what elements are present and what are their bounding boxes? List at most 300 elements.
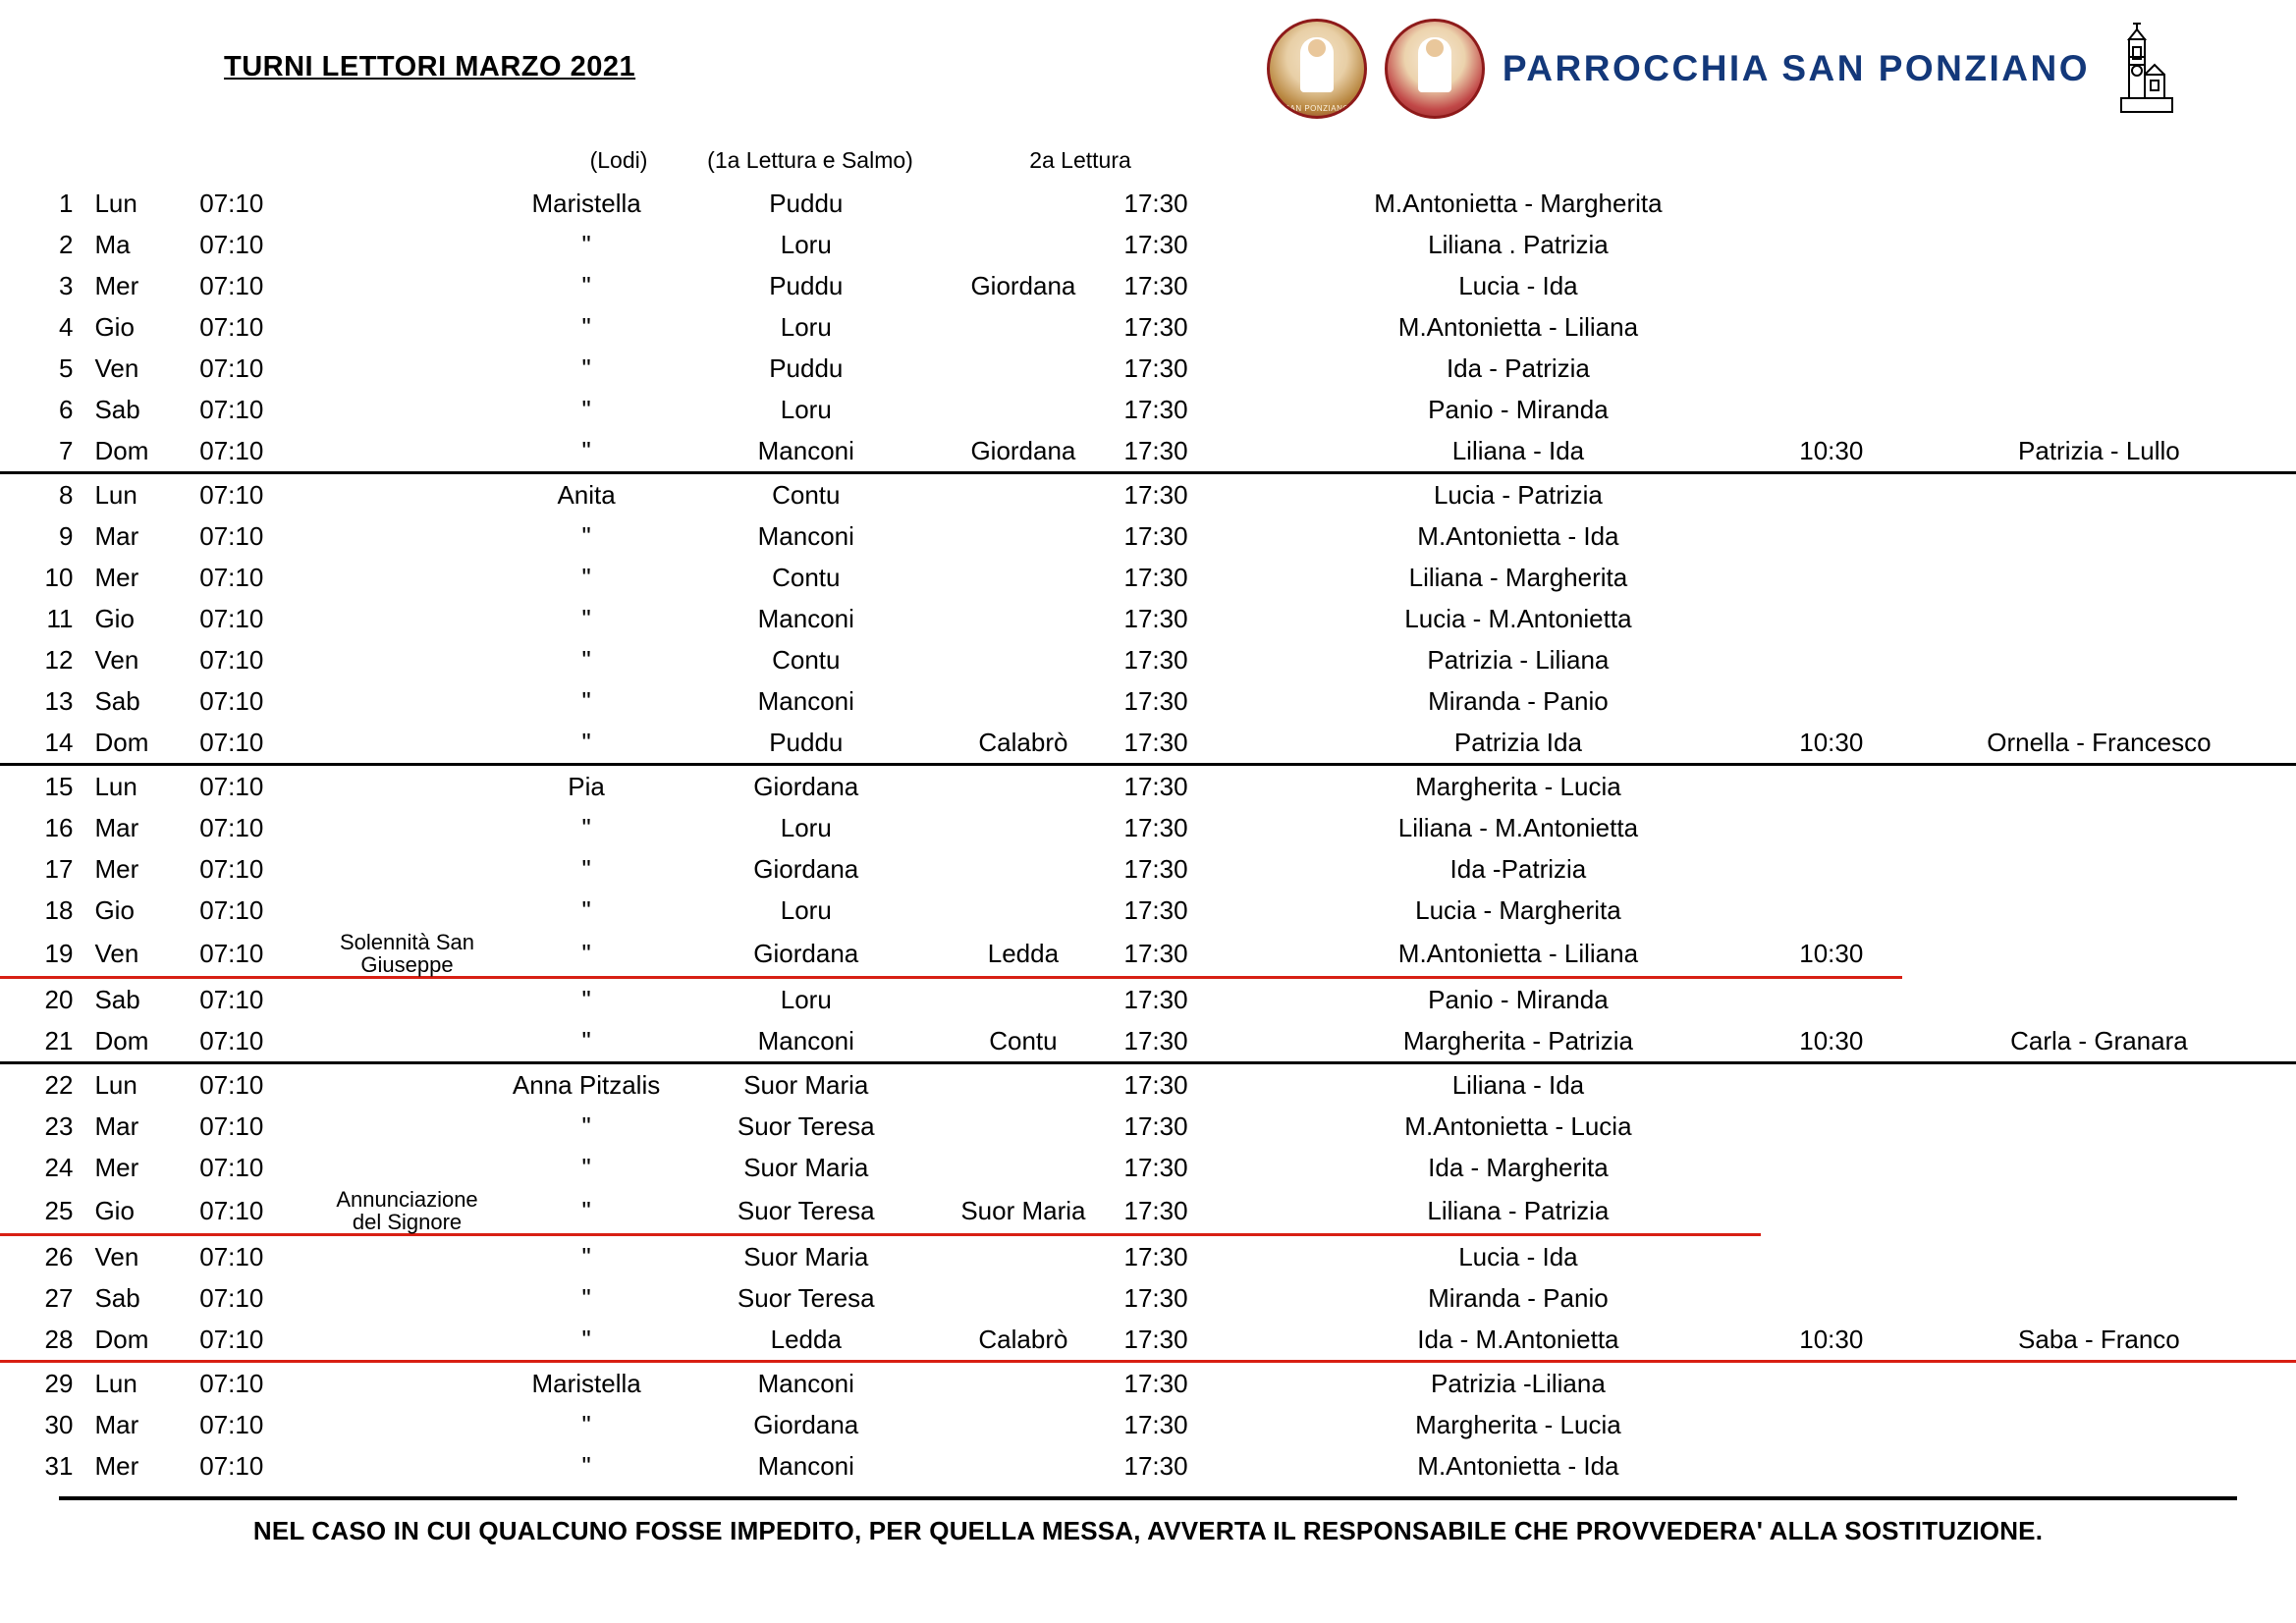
row-feast-note: Annunciazione del Signore: [321, 1188, 493, 1235]
row-day-number: 8: [58, 479, 74, 510]
row-morning-time: 07:10: [199, 644, 264, 675]
row-evening-time: 17:30: [1115, 1188, 1277, 1235]
row-evening-time: 17:30: [1123, 562, 1188, 592]
row-feast-note: [321, 680, 493, 722]
row-evening-time: 17:30: [1123, 894, 1188, 925]
row-evening-time: 17:30: [1123, 311, 1188, 342]
row-lodi-reader: ": [581, 394, 591, 424]
table-row: [0, 557, 2296, 598]
row-morning-time: 07:10: [199, 771, 264, 801]
row-first-reading: Manconi: [757, 603, 854, 633]
row-morning-1030-time: [1761, 807, 1902, 848]
table-row: [0, 1063, 2296, 1107]
column-header-second-reading: 2a Lettura: [1029, 147, 1131, 173]
row-lodi-reader: ": [581, 603, 591, 633]
row-morning-time: 07:10: [199, 352, 264, 383]
row-second-reading: Ledda: [932, 931, 1114, 978]
row-feast-note: [321, 430, 493, 473]
row-morning-1030-readers: [1902, 306, 2296, 348]
row-second-reading: [932, 765, 1114, 808]
row-evening-time: 17:30: [1123, 1450, 1188, 1481]
row-lodi-reader: Pia: [568, 771, 605, 801]
row-first-reading: Ledda: [680, 1319, 932, 1362]
row-morning-1030-time: 10:30: [1761, 722, 1902, 765]
row-morning-1030-readers: Ornella - Francesco: [1902, 722, 2296, 765]
row-evening-time: 17:30: [1115, 722, 1277, 765]
row-evening-readers: Liliana - Patrizia: [1276, 1188, 1761, 1235]
row-first-reading: Puddu: [769, 352, 844, 383]
table-row: [0, 1404, 2296, 1445]
row-evening-readers: Lucia - M.Antonietta: [1404, 603, 1632, 633]
row-lodi-reader: ": [581, 1409, 591, 1439]
table-row: [0, 722, 2296, 765]
row-morning-1030-time: [1761, 1063, 1902, 1107]
row-feast-note: Solennità San Giuseppe: [321, 931, 493, 978]
row-morning-1030-readers: [1902, 1188, 2296, 1235]
row-morning-1030-readers: [1902, 557, 2296, 598]
table-row: [0, 931, 2296, 978]
row-feast-note: [321, 1404, 493, 1445]
row-morning-1030-readers: [1902, 1404, 2296, 1445]
row-feast-note: [321, 348, 493, 389]
row-weekday: Sab: [94, 685, 140, 716]
row-morning-1030-time: [1761, 1362, 1902, 1405]
row-morning-time: 07:10: [199, 394, 264, 424]
row-second-reading: [932, 306, 1114, 348]
table-row: [0, 978, 2296, 1021]
row-weekday: Ven: [94, 644, 139, 675]
table-row: [0, 1235, 2296, 1278]
row-evening-readers: M.Antonietta - Ida: [1417, 520, 1619, 551]
row-weekday: Gio: [94, 603, 135, 633]
row-lodi-reader: Maristella: [531, 1368, 641, 1398]
row-second-reading: [932, 1063, 1114, 1107]
row-morning-time: 07:10: [199, 894, 264, 925]
row-weekday: Dom: [86, 722, 186, 765]
row-first-reading: Suor Maria: [743, 1069, 869, 1100]
row-evening-readers: Ida -Patrizia: [1449, 853, 1587, 884]
row-feast-note: [321, 224, 493, 265]
row-evening-time: 17:30: [1123, 188, 1188, 218]
row-weekday: Dom: [86, 430, 186, 473]
table-row: [0, 1147, 2296, 1188]
row-weekday: Lun: [94, 479, 137, 510]
row-morning-1030-readers: [1902, 680, 2296, 722]
row-first-reading: Loru: [780, 984, 832, 1014]
row-second-reading: [932, 1147, 1114, 1188]
row-lodi-reader: ": [581, 1152, 591, 1182]
row-lodi-reader: ": [581, 894, 591, 925]
row-lodi-reader: ": [493, 1020, 680, 1063]
row-evening-readers: Patrizia -Liliana: [1431, 1368, 1606, 1398]
row-day-number: 2: [58, 229, 74, 259]
row-morning-1030-time: [1761, 183, 1902, 224]
row-lodi-reader: ": [493, 430, 680, 473]
row-lodi-reader: ": [493, 722, 680, 765]
row-lodi-reader: ": [581, 1241, 591, 1271]
church-tower-icon: [2107, 18, 2178, 120]
row-evening-readers: Margherita - Patrizia: [1276, 1020, 1761, 1063]
row-evening-time: 17:30: [1115, 931, 1277, 978]
row-second-reading: [932, 848, 1114, 890]
row-morning-1030-time: [1761, 557, 1902, 598]
row-morning-1030-readers: [1902, 183, 2296, 224]
row-day-number: 4: [58, 311, 74, 342]
row-weekday: Mer: [94, 270, 139, 300]
row-morning-1030-time: [1761, 680, 1902, 722]
row-feast-note: [321, 765, 493, 808]
row-first-reading: Manconi: [680, 430, 932, 473]
row-morning-time: 07:10: [199, 812, 264, 842]
row-first-reading: Manconi: [757, 685, 854, 716]
table-row: [0, 1319, 2296, 1362]
row-evening-time: 17:30: [1123, 812, 1188, 842]
row-morning-1030-time: [1761, 473, 1902, 516]
row-morning-1030-time: [1761, 224, 1902, 265]
row-second-reading: [932, 557, 1114, 598]
row-second-reading: [932, 1404, 1114, 1445]
table-row: [0, 848, 2296, 890]
row-first-reading: Contu: [772, 644, 841, 675]
row-evening-readers: Panio - Miranda: [1428, 984, 1609, 1014]
row-day-number: 28: [0, 1319, 86, 1362]
row-lodi-reader: ": [581, 270, 591, 300]
row-evening-readers: Panio - Miranda: [1428, 394, 1609, 424]
row-morning-1030-readers: Carla - Granara: [1902, 1020, 2296, 1063]
row-first-reading: Suor Teresa: [737, 1110, 875, 1141]
row-evening-readers: Patrizia Ida: [1276, 722, 1761, 765]
row-weekday: Sab: [94, 984, 140, 1014]
row-evening-readers: M.Antonietta - Liliana: [1397, 311, 1639, 342]
row-morning-time: 07:10: [199, 1152, 264, 1182]
row-first-reading: Puddu: [680, 722, 932, 765]
row-morning-1030-time: [1761, 848, 1902, 890]
row-morning-1030-readers: [1902, 515, 2296, 557]
row-lodi-reader: Anna Pitzalis: [512, 1069, 661, 1100]
footer-note: NEL CASO IN CUI QUALCUNO FOSSE IMPEDITO, PER QUELLA MESSA, AVVERTA IL RESPONSABILE CHE PROVVEDERA' ALLA SOSTITUZIONE.: [252, 1516, 2044, 1546]
row-evening-readers: M.Antonietta - Margherita: [1374, 188, 1663, 218]
row-evening-time: 17:30: [1115, 1020, 1277, 1063]
row-morning-time: 07:10: [186, 931, 321, 978]
row-feast-note: [321, 978, 493, 1021]
row-morning-1030-time: 10:30: [1761, 430, 1902, 473]
row-lodi-reader: Maristella: [531, 188, 641, 218]
row-weekday: Ven: [94, 352, 139, 383]
row-evening-time: 17:30: [1123, 1368, 1188, 1398]
row-evening-time: 17:30: [1123, 270, 1188, 300]
row-evening-time: 17:30: [1123, 603, 1188, 633]
row-morning-time: 07:10: [199, 1110, 264, 1141]
table-row: [0, 389, 2296, 430]
row-evening-time: 17:30: [1123, 644, 1188, 675]
row-first-reading: Manconi: [757, 1450, 854, 1481]
row-evening-time: 17:30: [1123, 1069, 1188, 1100]
row-morning-time: 07:10: [199, 520, 264, 551]
row-lodi-reader: ": [581, 984, 591, 1014]
row-day-number: 23: [44, 1110, 74, 1141]
row-weekday: Mar: [94, 812, 139, 842]
row-first-reading: Loru: [780, 311, 832, 342]
row-evening-time: 17:30: [1123, 352, 1188, 383]
row-morning-1030-readers: Patrizia - Lullo: [1902, 430, 2296, 473]
row-morning-1030-readers: [1902, 1106, 2296, 1147]
row-weekday: Mer: [94, 1152, 139, 1182]
row-morning-1030-time: [1761, 1277, 1902, 1319]
row-second-reading: Suor Maria: [932, 1188, 1114, 1235]
table-row: [0, 306, 2296, 348]
row-evening-readers: Margherita - Lucia: [1415, 771, 1621, 801]
row-second-reading: [932, 1362, 1114, 1405]
table-row: [0, 765, 2296, 808]
column-header-lodi: (Lodi): [589, 147, 648, 173]
row-morning-1030-readers: [1902, 473, 2296, 516]
row-evening-readers: Lucia - Margherita: [1415, 894, 1621, 925]
row-feast-note: [321, 639, 493, 680]
row-weekday: Dom: [86, 1020, 186, 1063]
row-day-number: 1: [58, 188, 74, 218]
table-row: [0, 515, 2296, 557]
row-feast-note: [321, 1319, 493, 1362]
row-morning-time: 07:10: [199, 229, 264, 259]
row-evening-readers: Ida - Patrizia: [1446, 352, 1590, 383]
row-morning-time: 07:10: [199, 1241, 264, 1271]
row-feast-note: [321, 1106, 493, 1147]
row-morning-time: 07:10: [199, 984, 264, 1014]
row-weekday: Ven: [86, 931, 186, 978]
row-evening-time: 17:30: [1123, 1110, 1188, 1141]
row-weekday: Lun: [94, 1368, 137, 1398]
row-evening-time: 17:30: [1123, 685, 1188, 716]
row-feast-note: [321, 1362, 493, 1405]
row-morning-time: 07:10: [199, 1282, 264, 1313]
row-morning-1030-readers: [1902, 1147, 2296, 1188]
madonna-crest-icon: [1385, 19, 1485, 119]
row-morning-1030-readers: [1902, 348, 2296, 389]
row-morning-1030-time: [1761, 389, 1902, 430]
row-day-number: 11: [46, 603, 74, 633]
row-evening-time: 17:30: [1123, 1241, 1188, 1271]
row-second-reading: [932, 473, 1114, 516]
row-morning-1030-readers: [1902, 1063, 2296, 1107]
row-weekday: Mer: [94, 562, 139, 592]
row-morning-1030-readers: [1902, 265, 2296, 306]
row-evening-time: 17:30: [1123, 984, 1188, 1014]
row-weekday: Mar: [94, 1110, 139, 1141]
row-day-number: 15: [44, 771, 74, 801]
row-lodi-reader: ": [581, 311, 591, 342]
row-morning-time: 07:10: [199, 311, 264, 342]
row-evening-time: 17:30: [1123, 771, 1188, 801]
row-first-reading: Giordana: [680, 931, 932, 978]
row-second-reading: [932, 1235, 1114, 1278]
row-first-reading: Suor Teresa: [680, 1188, 932, 1235]
row-second-reading: [932, 807, 1114, 848]
row-evening-readers: M.Antonietta - Liliana: [1276, 931, 1761, 978]
row-morning-1030-time: [1761, 1188, 1902, 1235]
row-evening-readers: Liliana - Margherita: [1408, 562, 1628, 592]
row-morning-time: 07:10: [186, 430, 321, 473]
row-day-number: 30: [44, 1409, 74, 1439]
row-second-reading: [932, 680, 1114, 722]
row-evening-time: 17:30: [1123, 394, 1188, 424]
row-first-reading: Giordana: [753, 853, 859, 884]
row-morning-1030-readers: [1902, 1277, 2296, 1319]
row-weekday: Mer: [94, 1450, 139, 1481]
row-feast-note: [321, 1277, 493, 1319]
row-first-reading: Loru: [780, 394, 832, 424]
row-lodi-reader: ": [581, 1450, 591, 1481]
row-weekday: Lun: [94, 771, 137, 801]
table-row: [0, 598, 2296, 639]
row-lodi-reader: ": [581, 644, 591, 675]
row-morning-1030-readers: [1902, 598, 2296, 639]
column-header-first-reading: (1a Lettura e Salmo): [707, 147, 913, 173]
row-evening-time: 17:30: [1123, 229, 1188, 259]
row-day-number: 27: [44, 1282, 74, 1313]
table-row: [0, 680, 2296, 722]
row-evening-readers: Miranda - Panio: [1428, 685, 1609, 716]
row-weekday: Ma: [94, 229, 131, 259]
row-evening-readers: Patrizia - Liliana: [1427, 644, 1610, 675]
row-day-number: 24: [44, 1152, 74, 1182]
page-title: TURNI LETTORI MARZO 2021: [224, 51, 636, 82]
row-second-reading: [932, 978, 1114, 1021]
row-lodi-reader: ": [581, 853, 591, 884]
schedule-table: [0, 183, 2296, 1487]
row-first-reading: Puddu: [769, 270, 844, 300]
table-row: [0, 1020, 2296, 1063]
table-row: [0, 265, 2296, 306]
row-second-reading: [932, 1277, 1114, 1319]
row-lodi-reader: ": [581, 685, 591, 716]
row-morning-1030-readers: [1902, 890, 2296, 931]
row-morning-1030-readers: [1902, 807, 2296, 848]
row-feast-note: [321, 722, 493, 765]
row-evening-readers: M.Antonietta - Ida: [1417, 1450, 1619, 1481]
row-morning-1030-readers: [1902, 1235, 2296, 1278]
row-morning-1030-time: 10:30: [1761, 931, 1902, 978]
row-morning-1030-readers: [1902, 639, 2296, 680]
row-morning-1030-readers: [1902, 224, 2296, 265]
row-morning-1030-time: [1761, 639, 1902, 680]
row-evening-time: 17:30: [1123, 1409, 1188, 1439]
row-feast-note: [321, 265, 493, 306]
row-weekday: Mar: [94, 1409, 139, 1439]
row-day-number: 18: [44, 894, 74, 925]
row-lodi-reader: ": [581, 229, 591, 259]
row-evening-readers: Lucia - Ida: [1458, 270, 1578, 300]
table-row: [0, 890, 2296, 931]
table-row: [0, 1277, 2296, 1319]
row-evening-time: 17:30: [1115, 1319, 1277, 1362]
row-morning-1030-time: 10:30: [1761, 1020, 1902, 1063]
row-feast-note: [321, 807, 493, 848]
row-morning-1030-time: [1761, 1445, 1902, 1487]
row-morning-time: 07:10: [199, 603, 264, 633]
row-lodi-reader: ": [493, 931, 680, 978]
row-day-number: 14: [0, 722, 86, 765]
row-feast-note: [321, 389, 493, 430]
row-second-reading: Giordana: [932, 430, 1114, 473]
parish-branding: [1267, 18, 2178, 120]
row-day-number: 29: [44, 1368, 74, 1398]
row-morning-time: 07:10: [186, 722, 321, 765]
row-day-number: 7: [0, 430, 86, 473]
row-morning-1030-time: [1761, 890, 1902, 931]
row-day-number: 22: [44, 1069, 74, 1100]
row-morning-1030-time: [1761, 515, 1902, 557]
row-morning-1030-readers: [1902, 1362, 2296, 1405]
row-feast-note: [321, 1063, 493, 1107]
row-second-reading: [932, 1106, 1114, 1147]
row-day-number: 13: [44, 685, 74, 716]
row-first-reading: Manconi: [680, 1020, 932, 1063]
row-morning-1030-readers: [1902, 389, 2296, 430]
row-first-reading: Giordana: [753, 1409, 859, 1439]
row-second-reading: Calabrò: [932, 722, 1114, 765]
document-header: [0, 0, 2296, 147]
row-evening-time: 17:30: [1123, 1152, 1188, 1182]
row-lodi-reader: ": [493, 1188, 680, 1235]
row-weekday: Sab: [94, 1282, 140, 1313]
row-morning-time: 07:10: [199, 1368, 264, 1398]
row-second-reading: Calabrò: [932, 1319, 1114, 1362]
row-evening-readers: Miranda - Panio: [1428, 1282, 1609, 1313]
row-weekday: Mar: [94, 520, 139, 551]
row-evening-readers: Ida - M.Antonietta: [1276, 1319, 1761, 1362]
row-morning-time: 07:10: [199, 270, 264, 300]
row-day-number: 26: [44, 1241, 74, 1271]
row-second-reading: [932, 224, 1114, 265]
row-day-number: 10: [44, 562, 74, 592]
row-feast-note: [321, 598, 493, 639]
row-evening-time: 17:30: [1123, 520, 1188, 551]
crest-ring-text: SAN PONZIANO: [1284, 104, 1350, 113]
row-feast-note: [321, 557, 493, 598]
row-second-reading: [932, 639, 1114, 680]
row-first-reading: Manconi: [757, 1368, 854, 1398]
table-row: [0, 639, 2296, 680]
row-day-number: 16: [44, 812, 74, 842]
table-row: [0, 430, 2296, 473]
row-morning-1030-time: [1761, 978, 1902, 1021]
row-feast-note: [321, 1445, 493, 1487]
saint-crest-icon: [1267, 19, 1367, 119]
row-weekday: Gio: [94, 894, 135, 925]
row-feast-note: [321, 1147, 493, 1188]
row-second-reading: [932, 515, 1114, 557]
row-weekday: Lun: [94, 188, 137, 218]
row-morning-time: 07:10: [199, 853, 264, 884]
row-weekday: Sab: [94, 394, 140, 424]
row-first-reading: Manconi: [757, 520, 854, 551]
row-second-reading: [932, 183, 1114, 224]
row-morning-time: 07:10: [199, 1409, 264, 1439]
row-first-reading: Loru: [780, 229, 832, 259]
row-morning-1030-readers: [1902, 848, 2296, 890]
table-row: [0, 807, 2296, 848]
table-row: [0, 1106, 2296, 1147]
row-morning-1030-time: [1761, 1147, 1902, 1188]
row-evening-readers: Liliana - Ida: [1276, 430, 1761, 473]
row-second-reading: [932, 890, 1114, 931]
row-morning-time: 07:10: [199, 188, 264, 218]
row-evening-readers: Lucia - Patrizia: [1433, 479, 1603, 510]
row-morning-1030-readers: Saba - Franco: [1902, 1319, 2296, 1362]
row-second-reading: [932, 348, 1114, 389]
row-morning-time: 07:10: [199, 1069, 264, 1100]
row-evening-time: 17:30: [1123, 1282, 1188, 1313]
